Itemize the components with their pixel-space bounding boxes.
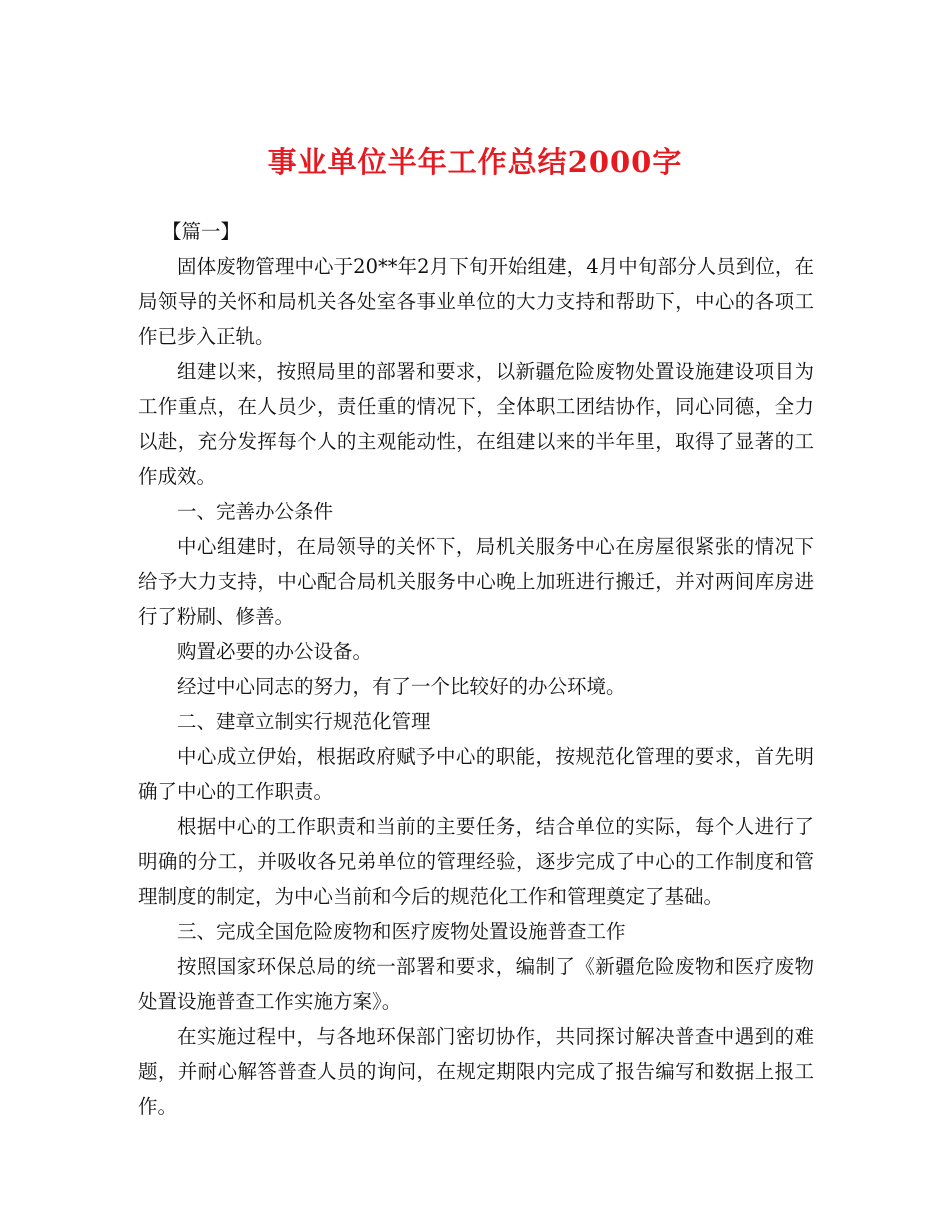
heading-regulations: 二、建章立制实行规范化管理 xyxy=(177,710,431,733)
paragraph-survey-plan: 按照国家环保总局的统一部署和要求，编制了《新疆危险废物和医疗废物处置设施普查工作实施方案》。 xyxy=(138,955,814,1013)
paragraph-overview: 组建以来，按照局里的部署和要求，以新疆危险废物处置设施建设项目为工作重点，在人员少，责任重的情况下，全体职工团结协作，同心同德，全力以赴，充分发挥每个人的主观能动性，在组建以来的半年里，取得了显著的工作成效。 xyxy=(138,360,814,488)
paragraph-office-move: 中心组建时，在局领导的关怀下，局机关服务中心在房屋很紧张的情况下给予大力支持，中心配合局机关服务中心晚上加班进行搬迁，并对两间库房进行了粉刷、修善。 xyxy=(138,535,814,628)
paragraph-survey-implementation: 在实施过程中，与各地环保部门密切协作，共同探讨解决普查中遇到的难题，并耐心解答普查人员的询问，在规定期限内完成了报告编写和数据上报工作。 xyxy=(138,1025,814,1118)
paragraph-office-equipment: 购置必要的办公设备。 xyxy=(177,640,373,663)
paragraph-division-of-work: 根据中心的工作职责和当前的主要任务，结合单位的实际，每个人进行了明确的分工，并吸收各兄弟单位的管理经验，逐步完成了中心的工作制度和管理制度的制定，为中心当前和今后的规范化工作和管理奠定了基础。 xyxy=(138,815,814,908)
paragraph-duties: 中心成立伊始，根据政府赋予中心的职能，按规范化管理的要求，首先明确了中心的工作职责。 xyxy=(138,745,814,803)
heading-office-conditions: 一、完善办公条件 xyxy=(177,500,334,523)
paragraph-office-environment: 经过中心同志的努力，有了一个比较好的办公环境。 xyxy=(177,675,626,698)
section-label-pian-yi: 【篇一】 xyxy=(162,220,241,243)
heading-survey: 三、完成全国危险废物和医疗废物处置设施普查工作 xyxy=(177,920,626,943)
document-body xyxy=(138,214,814,1124)
paragraph-intro: 固体废物管理中心于20**年2月下旬开始组建，4月中旬部分人员到位，在局领导的关怀和局机关各处室各事业单位的大力支持和帮助下，中心的各项工作已步入正轨。 xyxy=(138,255,814,348)
document-title: 事业单位半年工作总结2000字 xyxy=(267,145,683,179)
